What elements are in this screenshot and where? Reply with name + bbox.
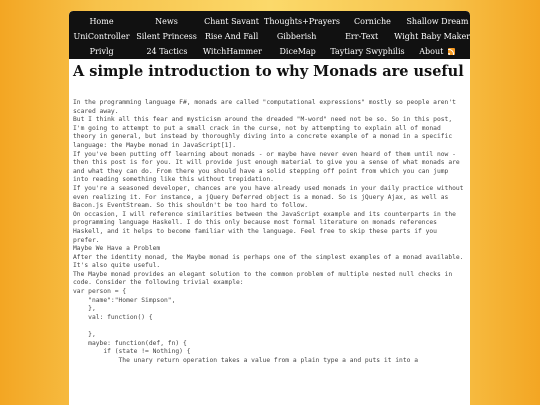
nav-link-home[interactable]: Home	[89, 17, 114, 26]
code-block: var person = { "name":"Homer Simpson", }, val: function() { }, maybe: function(def, fn) { if (state != Nothing) { The unary return operation takes a value from a plain type a and puts it into a	[73, 288, 418, 364]
page	[69, 11, 470, 405]
article-paragraph: On occasion, I will reference similarities between the JavaScript example and its counterparts in the programming language Haskell. I do this only because most formal literature on monads references Haskell, and it helps to become familiar with the language. Feel free to skip these parts if you prefer.	[73, 210, 456, 244]
nav-link-corniche[interactable]: Corniche	[354, 17, 391, 26]
article-paragraph: But I think all this fear and mysticism around the dreaded "M-word" need not be so. So in this post, I'm going to attempt to put a small crack in the curse, not by attempting to explain all of monad theory in general, but instead by thoroughly diving into a concrete example of a monad in a specific language: the Maybe monad in JavaScript[1].	[73, 116, 453, 149]
rss-icon[interactable]	[448, 48, 455, 55]
nav-link-news[interactable]: News	[155, 17, 178, 26]
nav-link-about[interactable]: About	[419, 47, 444, 56]
nav-row-3	[69, 44, 470, 59]
top-navigation	[69, 11, 470, 59]
nav-link-privlg[interactable]: Privlg	[89, 47, 114, 56]
nav-link-dicemap[interactable]: DiceMap	[279, 47, 316, 56]
nav-link-gibberish[interactable]: Gibberish	[276, 32, 317, 41]
article-title: A simple introduction to why Monads are useful	[73, 63, 464, 80]
nav-row-1	[69, 14, 470, 29]
article-paragraph: If you've been putting off learning about monads - or maybe have never even heard of them until now - then this post is for you. It will provide just enough material to give you a sense of what monads are and what they can do. From there you should have a solid stepping off point from which you can jump into reading something like this without trepidation.	[73, 150, 460, 184]
nav-link-err-text[interactable]: Err-Text	[345, 32, 379, 41]
nav-link-24-tactics[interactable]: 24 Tactics	[146, 47, 188, 56]
nav-link-witchhammer[interactable]: WitchHammer	[202, 47, 262, 56]
article-paragraph: After the identity monad, the Maybe monad is perhaps one of the simplest examples of a monad available. It's also quite useful.	[73, 253, 464, 270]
nav-link-chant-savant[interactable]: Chant Savant	[204, 17, 259, 26]
main-content	[69, 59, 470, 365]
article-paragraph: The Maybe monad provides an elegant solution to the common problem of multiple nested null checks in code. Consider the following trivial example:	[73, 270, 453, 287]
nav-link-about-wrapper	[405, 44, 470, 59]
nav-link-rise-and-fall[interactable]: Rise And Fall	[204, 32, 259, 41]
nav-row-2	[69, 29, 470, 44]
nav-link-wight-baby-maker[interactable]: Wight Baby Maker	[394, 32, 470, 41]
nav-link-thoughts-prayers[interactable]: Thoughts+Prayers	[264, 17, 340, 26]
article-paragraph: If you're a seasoned developer, chances are you have already used monads in your daily practice without even realizing it. For instance, a jQuery Deferred object is a monad. So is jQuery Ajax, as well as Bacon.js EventStream. So this shouldn't be too hard to follow.	[73, 184, 464, 210]
nav-link-taytiary-swyphilis[interactable]: Taytiary Swyphilis	[330, 47, 405, 56]
nav-link-shallow-dream[interactable]: Shallow Dream	[406, 17, 469, 26]
article-body	[73, 99, 466, 365]
nav-link-unicontroller[interactable]: UniController	[73, 32, 130, 41]
section-heading: Maybe We Have a Problem	[73, 245, 161, 253]
article-paragraph: In the programming language F#, monads are called "computational expressions" mostly so people aren't scared away.	[73, 99, 456, 115]
nav-link-silent-princess[interactable]: Silent Princess	[136, 32, 197, 41]
